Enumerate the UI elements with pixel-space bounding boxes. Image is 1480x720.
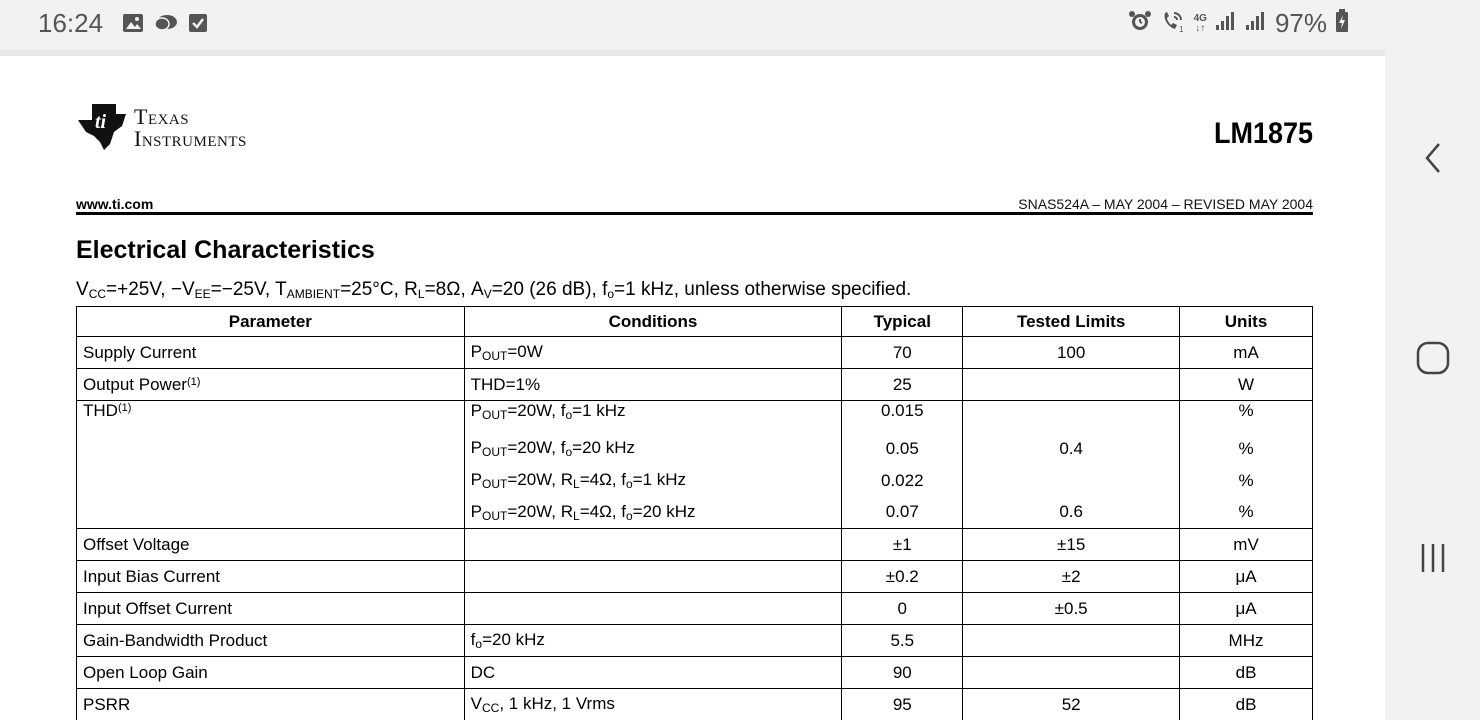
cell-typical: 95 [842, 689, 963, 720]
text-segment: =4Ω, f [579, 470, 626, 489]
recents-button[interactable] [1385, 518, 1480, 598]
battery-charging-icon [1335, 9, 1349, 38]
text-segment: o [625, 508, 633, 523]
cell-tested-limit: ±2 [963, 561, 1180, 593]
cell-units: MHz [1180, 625, 1313, 657]
cell-conditions [464, 433, 842, 465]
text-segment: =25°C, R [340, 279, 418, 300]
text-segment: =0W [507, 342, 543, 361]
cell-tested-limit: 52 [963, 689, 1180, 720]
text-segment: o [625, 477, 633, 491]
cell-parameter [77, 529, 465, 561]
cell-typical: 0.07 [842, 497, 963, 529]
text-segment: OUT [481, 477, 508, 491]
text-segment: o [565, 408, 573, 422]
table-header-row [77, 307, 1313, 337]
cell-parameter [77, 625, 465, 657]
text-segment: =20W, R [507, 470, 573, 489]
text-segment: =20 kHz [572, 438, 635, 457]
chat-bubble-icon [154, 13, 178, 38]
table-row [77, 561, 1313, 593]
cell-parameter [77, 593, 465, 625]
cell-tested-limit: 100 [963, 337, 1180, 369]
text-segment: Gain-Bandwidth Product [83, 630, 268, 650]
text-segment: OUT [481, 408, 508, 422]
text-segment: EE [194, 287, 211, 301]
table-row [77, 593, 1313, 625]
cell-conditions [464, 625, 842, 657]
text-segment: THD=1% [470, 374, 541, 394]
cell-units: mV [1180, 529, 1313, 561]
cell-tested-limit: ±15 [963, 529, 1180, 561]
table-row [77, 497, 1313, 529]
document-reference: SNAS524A – MAY 2004 – REVISED MAY 2004 [1018, 196, 1313, 212]
cell-tested-limit [963, 401, 1180, 433]
back-button[interactable] [1385, 118, 1480, 198]
cell-parameter [77, 369, 465, 401]
cell-tested-limit [963, 465, 1180, 497]
cell-units: % [1180, 433, 1313, 465]
text-segment: =1 kHz, unless otherwise specified. [614, 279, 912, 300]
cell-parameter [77, 465, 465, 497]
cell-conditions [464, 401, 842, 433]
text-segment: L [417, 287, 425, 301]
header-tested-limits: Tested Limits [963, 307, 1180, 337]
text-segment: THD [83, 401, 118, 420]
cell-typical: 90 [842, 657, 963, 689]
text-segment: P [470, 401, 482, 420]
text-segment: (1) [186, 375, 201, 388]
cell-typical: 0 [842, 593, 963, 625]
cell-parameter [77, 337, 465, 369]
part-number: LM1875 [1213, 117, 1313, 150]
table-row [77, 401, 1313, 433]
cell-tested-limit: 0.6 [963, 497, 1180, 529]
text-segment: Output Power [83, 374, 187, 394]
network-type-label: 4G ↓↑ [1193, 12, 1207, 34]
notification-icons [122, 13, 208, 38]
header-rule [76, 212, 1313, 215]
cell-units: % [1180, 497, 1313, 529]
cell-tested-limit [963, 625, 1180, 657]
system-status-icons [1128, 8, 1349, 39]
table-row [77, 689, 1313, 720]
logo-line-2: Instruments [134, 126, 247, 151]
cell-conditions [464, 497, 842, 529]
cell-conditions [464, 337, 842, 369]
cell-typical: 70 [842, 337, 963, 369]
cell-typical: ±0.2 [842, 561, 963, 593]
text-segment: AMBIENT [286, 287, 341, 301]
text-segment: PSRR [83, 694, 131, 714]
electrical-characteristics-table [76, 306, 1313, 720]
cell-typical: 0.015 [842, 401, 963, 433]
text-segment: V [470, 694, 482, 713]
text-segment: =+25V, −V [106, 279, 195, 300]
cell-parameter [77, 689, 465, 720]
text-segment: =20W, f [507, 401, 566, 420]
text-segment: o [607, 287, 615, 301]
cell-conditions [464, 369, 842, 401]
gallery-icon [122, 13, 144, 38]
cell-typical: 25 [842, 369, 963, 401]
text-segment: o [475, 637, 483, 651]
text-segment: P [470, 501, 482, 521]
cell-units: mA [1180, 337, 1313, 369]
table-row [77, 337, 1313, 369]
text-segment: =20W, R [507, 501, 573, 521]
text-segment: =1 kHz [572, 401, 626, 420]
checkbox-icon [188, 13, 208, 38]
cell-conditions [464, 593, 842, 625]
cell-tested-limit: ±0.5 [963, 593, 1180, 625]
text-segment: OUT [481, 508, 508, 523]
ti-state-logo-icon [76, 100, 128, 152]
text-segment: =20 kHz [632, 501, 696, 521]
text-segment: Offset Voltage [83, 534, 190, 554]
text-segment: =4Ω, f [579, 501, 626, 521]
cell-units: dB [1180, 689, 1313, 720]
text-segment: Input Offset Current [83, 598, 232, 618]
text-segment: Supply Current [83, 342, 197, 362]
home-button[interactable] [1385, 318, 1480, 398]
signal-icon-2 [1245, 11, 1267, 36]
text-segment: =20W, f [507, 438, 566, 457]
text-segment: L [573, 508, 580, 523]
text-segment: P [470, 438, 482, 457]
text-segment: OUT [481, 445, 508, 459]
cell-typical: 0.022 [842, 465, 963, 497]
text-segment: CC [88, 287, 107, 301]
text-segment: V [76, 279, 89, 300]
text-segment: =20 (26 dB), f [491, 279, 608, 300]
cell-typical: ±1 [842, 529, 963, 561]
svg-text:1: 1 [1178, 25, 1184, 33]
cell-typical: 5.5 [842, 625, 963, 657]
website-link[interactable]: www.ti.com [76, 196, 154, 212]
header-conditions: Conditions [464, 307, 842, 337]
status-bar [0, 0, 1385, 50]
cell-tested-limit: 0.4 [963, 433, 1180, 465]
text-segment: o [565, 445, 573, 459]
header-units: Units [1180, 307, 1313, 337]
header-parameter: Parameter [77, 307, 465, 337]
cell-conditions [464, 529, 842, 561]
text-segment: =8Ω, A [424, 279, 484, 300]
cell-units: μA [1180, 593, 1313, 625]
signal-icon-1 [1215, 11, 1237, 36]
text-segment: OUT [481, 349, 508, 363]
cell-tested-limit [963, 657, 1180, 689]
table-row [77, 465, 1313, 497]
cell-parameter [77, 657, 465, 689]
battery-percent: 97% [1274, 8, 1327, 38]
text-segment: f [470, 630, 476, 649]
text-segment: P [470, 342, 482, 361]
alarm-icon [1128, 9, 1152, 38]
text-segment: P [470, 470, 482, 489]
recents-lines-icon [1418, 541, 1448, 575]
table-row [77, 529, 1313, 561]
cell-parameter [77, 433, 465, 465]
cell-conditions [464, 689, 842, 720]
header-typical: Typical [842, 307, 963, 337]
text-segment: =20 kHz [482, 630, 545, 649]
text-segment: =1 kHz [632, 470, 687, 489]
home-square-icon [1415, 340, 1451, 376]
text-segment: Open Loop Gain [83, 662, 208, 682]
text-segment: Input Bias Current [83, 566, 221, 586]
ti-logo-text [134, 106, 247, 150]
cell-tested-limit [963, 369, 1180, 401]
cell-units: W [1180, 369, 1313, 401]
cell-units: % [1180, 401, 1313, 433]
cell-units: μA [1180, 561, 1313, 593]
cell-parameter [77, 497, 465, 529]
cell-conditions [464, 465, 842, 497]
navigation-bar [1385, 0, 1480, 720]
cell-parameter [77, 401, 465, 433]
logo-line-1: Texas [134, 104, 190, 129]
cell-conditions [464, 561, 842, 593]
text-segment: CC [481, 701, 500, 715]
text-segment: , 1 kHz, 1 Vrms [499, 694, 615, 713]
wifi-call-icon [1160, 9, 1186, 38]
svg-text:ti: ti [95, 111, 107, 133]
table-row [77, 369, 1313, 401]
text-segment: =−25V, T [210, 279, 287, 300]
status-bar-divider [0, 50, 1385, 56]
section-title: Electrical Characteristics [76, 236, 375, 264]
text-segment: V [483, 287, 492, 301]
cell-typical: 0.05 [842, 433, 963, 465]
ti-logo [76, 100, 247, 152]
text-segment: DC [470, 662, 496, 682]
back-chevron-icon [1423, 141, 1443, 175]
status-time: 16:24 [38, 8, 104, 38]
test-conditions [76, 279, 911, 301]
cell-conditions [464, 657, 842, 689]
text-segment: L [573, 477, 580, 491]
cell-units: dB [1180, 657, 1313, 689]
cell-units: % [1180, 465, 1313, 497]
table-row [77, 433, 1313, 465]
table-row [77, 657, 1313, 689]
table-row [77, 625, 1313, 657]
text-segment: (1) [117, 402, 132, 414]
cell-parameter [77, 561, 465, 593]
